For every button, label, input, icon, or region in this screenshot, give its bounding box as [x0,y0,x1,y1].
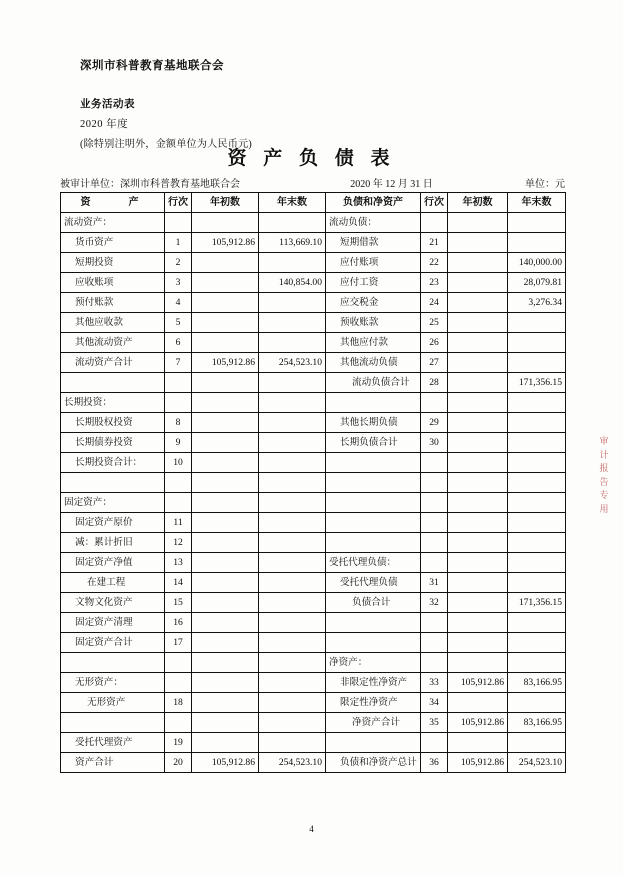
liability-line-no [421,553,448,573]
liability-label: 净资产： [326,653,421,673]
asset-begin-amount [192,273,259,293]
liability-line-no: 29 [421,413,448,433]
asset-line-no [165,493,192,513]
table-header-row [61,193,566,213]
table-row [61,313,566,333]
balance-sheet-table [60,192,566,773]
asset-end-amount [259,633,326,653]
liability-line-no: 35 [421,713,448,733]
asset-end-amount [259,513,326,533]
asset-end-amount: 140,854.00 [259,273,326,293]
table-row [61,633,566,653]
asset-begin-amount [192,693,259,713]
table-row [61,353,566,373]
table-row [61,213,566,233]
liability-line-no: 22 [421,253,448,273]
liability-begin-amount [448,233,508,253]
asset-line-no: 16 [165,613,192,633]
table-row [61,693,566,713]
liability-end-amount [508,413,566,433]
asset-begin-amount [192,293,259,313]
asset-begin-amount [192,373,259,393]
asset-begin-amount [192,493,259,513]
asset-line-no [165,393,192,413]
asset-label: 在建工程 [61,573,165,593]
liability-label [326,533,421,553]
asset-end-amount [259,573,326,593]
asset-line-no: 4 [165,293,192,313]
liability-label: 短期借款 [326,233,421,253]
liability-line-no [421,653,448,673]
asset-label: 应收账项 [61,273,165,293]
col-line-no: 行次 [165,193,192,213]
asset-end-amount [259,533,326,553]
table-row [61,333,566,353]
liability-end-amount [508,473,566,493]
liability-label [326,473,421,493]
liability-line-no: 25 [421,313,448,333]
asset-line-no: 17 [165,633,192,653]
asset-label: 资产合计 [61,753,165,773]
liability-end-amount: 83,166.95 [508,673,566,693]
col-begin: 年初数 [192,193,259,213]
table-row [61,253,566,273]
liability-begin-amount [448,353,508,373]
liability-line-no [421,533,448,553]
col-assets: 资 产 [61,193,165,213]
asset-end-amount [259,373,326,393]
seal-char: 报 [599,463,609,473]
liability-begin-amount [448,653,508,673]
balance-date: 2020 年 12 月 31 日 [350,179,433,190]
asset-label: 流动资产合计 [61,353,165,373]
liability-label: 其他应付款 [326,333,421,353]
liability-line-no: 27 [421,353,448,373]
asset-end-amount [259,553,326,573]
liability-begin-amount [448,533,508,553]
liability-end-amount [508,533,566,553]
asset-begin-amount: 105,912.86 [192,233,259,253]
asset-end-amount [259,413,326,433]
seal-char: 计 [599,449,609,460]
liability-label: 其他流动负债 [326,353,421,373]
asset-line-no [165,673,192,693]
asset-label: 其他应收款 [61,313,165,333]
audited-entity: 被审计单位：深圳市科普教育基地联合会 [60,179,240,190]
liability-label [326,453,421,473]
asset-line-no: 6 [165,333,192,353]
liability-end-amount [508,213,566,233]
asset-begin-amount [192,573,259,593]
asset-line-no: 18 [165,693,192,713]
liability-label: 流动负债合计 [326,373,421,393]
asset-end-amount [259,313,326,333]
asset-label: 其他流动资产 [61,333,165,353]
liability-label: 其他长期负债 [326,413,421,433]
asset-begin-amount: 105,912.86 [192,353,259,373]
liability-line-no [421,513,448,533]
liability-begin-amount [448,213,508,233]
liability-label: 长期负债合计 [326,433,421,453]
liability-line-no [421,393,448,413]
asset-label: 受托代理资产 [61,733,165,753]
liability-end-amount [508,493,566,513]
liability-begin-amount [448,273,508,293]
asset-label: 减：累计折旧 [61,533,165,553]
liability-end-amount [508,553,566,573]
liability-line-no [421,493,448,513]
asset-end-amount [259,433,326,453]
liability-begin-amount: 105,912.86 [448,673,508,693]
liability-label: 负债和净资产总计 [326,753,421,773]
liability-line-no [421,473,448,493]
asset-label: 预付账款 [61,293,165,313]
asset-end-amount [259,293,326,313]
asset-line-no: 20 [165,753,192,773]
liability-line-no: 21 [421,233,448,253]
liability-begin-amount: 105,912.86 [448,753,508,773]
liability-label: 应交税金 [326,293,421,313]
seal-char: 审 [599,436,609,446]
liability-label [326,633,421,653]
liability-end-amount: 83,166.95 [508,713,566,733]
asset-end-amount: 113,669.10 [259,233,326,253]
liability-end-amount [508,313,566,333]
liability-line-no: 34 [421,693,448,713]
asset-begin-amount [192,513,259,533]
liability-label: 限定性净资产 [326,693,421,713]
asset-label: 长期债券投资 [61,433,165,453]
liability-line-no [421,613,448,633]
asset-end-amount [259,393,326,413]
organization-title: 深圳市科普教育基地联合会 [80,60,224,72]
asset-label [61,373,165,393]
page-number: 4 [309,824,314,834]
asset-line-no: 12 [165,533,192,553]
asset-begin-amount: 105,912.86 [192,753,259,773]
table-row [61,233,566,253]
liability-begin-amount [448,733,508,753]
asset-end-amount: 254,523.10 [259,353,326,373]
asset-begin-amount [192,553,259,573]
liability-line-no: 31 [421,573,448,593]
asset-label: 长期投资： [61,393,165,413]
liability-begin-amount [448,613,508,633]
asset-label [61,653,165,673]
asset-end-amount [259,593,326,613]
asset-label: 无形资产 [61,693,165,713]
asset-label: 固定资产： [61,493,165,513]
liability-label [326,493,421,513]
liability-begin-amount [448,293,508,313]
liability-begin-amount [448,513,508,533]
fiscal-year: 2020 年度 [80,119,129,130]
table-row [61,753,566,773]
asset-begin-amount [192,453,259,473]
liability-line-no: 23 [421,273,448,293]
table-row [61,573,566,593]
table-row [61,473,566,493]
asset-label: 短期投资 [61,253,165,273]
liability-label [326,393,421,413]
liability-line-no: 26 [421,333,448,353]
liability-begin-amount [448,693,508,713]
asset-begin-amount [192,613,259,633]
amount-unit: 单位：元 [525,179,565,190]
asset-label [61,713,165,733]
seal-char: 告 [599,476,609,487]
asset-begin-amount [192,213,259,233]
asset-label: 无形资产： [61,673,165,693]
table-row [61,393,566,413]
asset-end-amount [259,493,326,513]
liability-label: 应付账项 [326,253,421,273]
table-row [61,553,566,573]
liability-begin-amount [448,633,508,653]
asset-begin-amount [192,333,259,353]
asset-begin-amount [192,393,259,413]
asset-end-amount [259,213,326,233]
liability-end-amount [508,433,566,453]
seal-char: 专 [599,490,609,500]
liability-label: 受托代理负债： [326,553,421,573]
asset-begin-amount [192,733,259,753]
asset-label: 固定资产清理 [61,613,165,633]
liability-end-amount: 254,523.10 [508,753,566,773]
asset-begin-amount [192,673,259,693]
asset-line-no: 1 [165,233,192,253]
liability-label: 应付工资 [326,273,421,293]
liability-begin-amount: 105,912.86 [448,713,508,733]
asset-line-no: 11 [165,513,192,533]
liability-end-amount [508,233,566,253]
liability-begin-amount [448,253,508,273]
liability-end-amount: 171,356.15 [508,593,566,613]
table-row [61,273,566,293]
asset-begin-amount [192,653,259,673]
liability-begin-amount [448,333,508,353]
asset-line-no [165,373,192,393]
liability-label: 受托代理负债 [326,573,421,593]
liability-line-no [421,633,448,653]
asset-line-no [165,213,192,233]
asset-line-no: 15 [165,593,192,613]
liability-begin-amount [448,573,508,593]
liability-begin-amount [448,593,508,613]
table-row [61,673,566,693]
col-end-2: 年末数 [508,193,566,213]
liability-label [326,613,421,633]
asset-line-no: 19 [165,733,192,753]
asset-end-amount [259,653,326,673]
asset-line-no: 10 [165,453,192,473]
liability-end-amount [508,633,566,653]
asset-begin-amount [192,313,259,333]
col-liabilities: 负债和净资产 [326,193,421,213]
asset-line-no: 14 [165,573,192,593]
table-row [61,653,566,673]
asset-label: 固定资产原价 [61,513,165,533]
liability-begin-amount [448,393,508,413]
statement-subtitle: 业务活动表 [80,99,135,110]
liability-line-no [421,733,448,753]
liability-label: 预收账款 [326,313,421,333]
col-begin-2: 年初数 [448,193,508,213]
asset-end-amount [259,253,326,273]
liability-end-amount [508,693,566,713]
table-row [61,593,566,613]
asset-line-no: 13 [165,553,192,573]
statement-meta [60,175,565,190]
asset-line-no: 3 [165,273,192,293]
table-row [61,533,566,553]
table-row [61,493,566,513]
liability-end-amount [508,653,566,673]
red-seal-text [593,435,615,516]
asset-line-no [165,653,192,673]
table-row [61,613,566,633]
asset-label: 长期投资合计： [61,453,165,473]
liability-line-no: 24 [421,293,448,313]
table-row [61,513,566,533]
asset-line-no: 5 [165,313,192,333]
liability-label [326,733,421,753]
liability-label: 非限定性净资产 [326,673,421,693]
liability-end-amount: 3,276.34 [508,293,566,313]
asset-label: 流动资产： [61,213,165,233]
table-row [61,733,566,753]
table-row [61,433,566,453]
liability-label: 负债合计 [326,593,421,613]
liability-end-amount [508,733,566,753]
asset-end-amount [259,733,326,753]
asset-line-no [165,713,192,733]
asset-end-amount [259,713,326,733]
liability-begin-amount [448,453,508,473]
asset-line-no: 7 [165,353,192,373]
liability-line-no: 30 [421,433,448,453]
asset-line-no [165,473,192,493]
page-title: 资 产 负 债 表 [227,148,396,169]
table-row [61,373,566,393]
liability-end-amount [508,353,566,373]
table-row [61,713,566,733]
liability-begin-amount [448,433,508,453]
liability-begin-amount [448,553,508,573]
table-row [61,413,566,433]
table-row [61,293,566,313]
asset-line-no: 8 [165,413,192,433]
currency-note: (除特别注明外，金额单位为人民币元) [80,139,253,150]
liability-line-no: 32 [421,593,448,613]
asset-end-amount [259,613,326,633]
asset-begin-amount [192,413,259,433]
asset-begin-amount [192,433,259,453]
asset-begin-amount [192,473,259,493]
asset-label: 长期股权投资 [61,413,165,433]
liability-begin-amount [448,313,508,333]
liability-label: 净资产合计 [326,713,421,733]
asset-label [61,473,165,493]
liability-begin-amount [448,373,508,393]
liability-end-amount [508,613,566,633]
liability-begin-amount [448,493,508,513]
asset-label: 固定资产合计 [61,633,165,653]
liability-label: 流动负债： [326,213,421,233]
asset-line-no: 2 [165,253,192,273]
asset-end-amount: 254,523.10 [259,753,326,773]
asset-end-amount [259,673,326,693]
liability-end-amount [508,513,566,533]
liability-begin-amount [448,473,508,493]
liability-line-no [421,213,448,233]
liability-label [326,513,421,533]
liability-begin-amount [448,413,508,433]
asset-begin-amount [192,253,259,273]
seal-char: 用 [599,503,609,514]
liability-line-no [421,453,448,473]
liability-end-amount: 140,000.00 [508,253,566,273]
liability-end-amount: 171,356.15 [508,373,566,393]
asset-end-amount [259,333,326,353]
asset-end-amount [259,453,326,473]
liability-end-amount [508,333,566,353]
col-line-no-2: 行次 [421,193,448,213]
liability-line-no: 36 [421,753,448,773]
liability-end-amount [508,393,566,413]
asset-begin-amount [192,633,259,653]
asset-end-amount [259,693,326,713]
liability-line-no: 28 [421,373,448,393]
liability-line-no: 33 [421,673,448,693]
asset-begin-amount [192,713,259,733]
asset-line-no: 9 [165,433,192,453]
asset-label: 货币资产 [61,233,165,253]
liability-end-amount [508,573,566,593]
liability-end-amount: 28,079.81 [508,273,566,293]
col-end: 年末数 [259,193,326,213]
liability-end-amount [508,453,566,473]
table-row [61,453,566,473]
asset-label: 固定资产净值 [61,553,165,573]
asset-end-amount [259,473,326,493]
asset-label: 文物文化资产 [61,593,165,613]
asset-begin-amount [192,593,259,613]
asset-begin-amount [192,533,259,553]
